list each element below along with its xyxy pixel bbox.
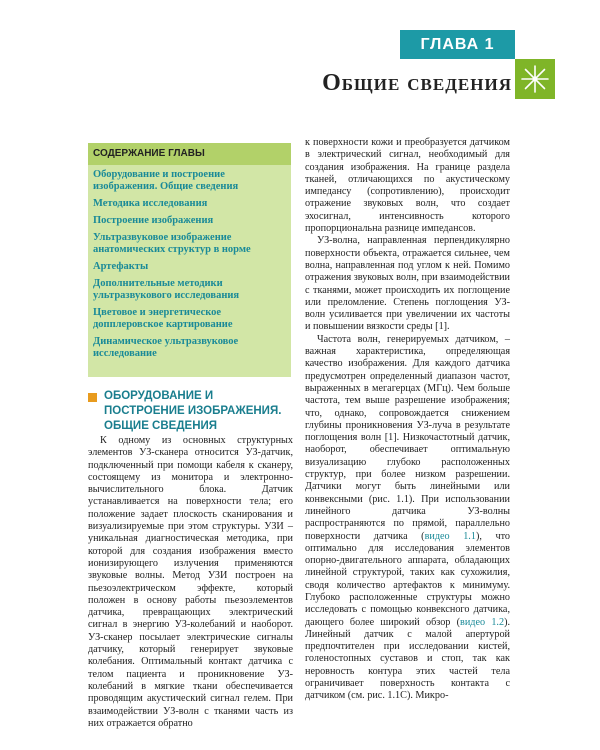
video-link[interactable]: видео 1.1 [424, 530, 476, 542]
body-paragraph: К одному из основных структурных элементов УЗ-сканера относится УЗ-датчик, подключенный при помощи кабеля к сканеру, состоящему из монитора и электронно-вычислительного блока. Датчик устанавливается на поверхности тела; его положение задает плоскость сканирования и визуализируемые при этом структуры. УЗИ – уникальная диагностическая методика, при которой для создания изображения вместо ионизирующего излучения применяются звуковые волны. Метод УЗИ построен на пьезоэлектрическом эффекте, который положен в основу работы пьезоэлементов датчика, превращающих электрический сигнал в энергию УЗ-колебаний и наоборот. УЗ-сканер посылает электрические сигналы датчику, который генерирует звуковые колебания. Оптимальный контакт датчика с телом пациента и проникновение УЗ-колебаний в мягкие ткани обеспечивается проводящим акустический сигнал гелем. При взаимодействии УЗ-волн с тканями часть из них отражается обратно [88, 435, 293, 729]
star-icon [515, 59, 555, 99]
contents-item[interactable]: Ультразвуковое изображение анатомических структур в норме [93, 232, 251, 255]
contents-item[interactable]: Оборудование и построение изображения. Общие сведения [93, 169, 239, 192]
contents-item[interactable]: Динамическое ультразвуковое исследование [93, 336, 239, 359]
text-segment: Частота волн, генерируемых датчиком, – важная характеристика, определяющая качество изображения. Для каждого датчика предусмотрен определенный диапазон частот, выраженных в мегагерцах (МГц). Чем больше частота, тем выше разрешение изображения; что, однако, сопровождается снижением глубины проникновения УЗ-луча в результате поглощения волн [1]. Низкочастотный датчик, наоборот, обеспечивает оптимальную визуализацию глубоко расположенных структур, при более низком разрешении. Датчики могут быть линейными или конвексными (рис. 1.1). При использовании линейного датчика УЗ-волны распространяются по прямой, параллельно поверхности датчика ( [305, 333, 510, 542]
section-heading-text: ОБОРУДОВАНИЕ И ПОСТРОЕНИЕ ИЗОБРАЖЕНИЯ. ОБЩИЕ СВЕДЕНИЯ [104, 390, 282, 432]
body-paragraph: УЗ-волна, направленная перпендикулярно поверхности объекта, отражается сильнее, чем волна, направленная под углом к ней. Помимо отражения звуковых волн, при взаимодействии с тканями, может происходить их поглощение или преломление. Степень поглощения УЗ-волн усиливается при увеличении их частоты и повышении вязкости среды [1]. [305, 235, 510, 333]
contents-item[interactable]: Артефакты [93, 261, 149, 272]
section-heading [88, 389, 293, 434]
section-marker-icon [88, 393, 97, 402]
chapter-contents-box [88, 143, 291, 377]
body-paragraph [305, 334, 510, 703]
text-segment: ). Линейный датчик с малой апертурой предпочтителен при исследовании кистей, голеностопных суставов и стоп, так как неровность контура этих частей тела ограничивает поверхность контакта с датчиком (см. рис. 1.1C). Микро- [305, 616, 511, 702]
contents-item[interactable]: Дополнительные методики ультразвукового исследования [93, 278, 240, 301]
contents-heading: СОДЕРЖАНИЕ ГЛАВЫ [88, 143, 291, 165]
right-column [305, 137, 510, 703]
body-paragraph: к поверхности кожи и преобразуется датчиком в электрический сигнал, необходимый для создания изображения. На границе раздела тканей, отличающихся по акустическому импедансу (сопротивлению), происходит отражение звуковых волн, что создает эхосигнал, интенсивность которого пропорциональна разнице импедансов. [305, 137, 510, 235]
video-link[interactable]: видео 1.2 [460, 616, 505, 628]
chapter-label: ГЛАВА 1 [400, 30, 515, 59]
chapter-title: Общие сведения [322, 70, 512, 96]
contents-item[interactable]: Цветовое и энергетическое допплеровское картирование [93, 307, 233, 330]
text-segment: ), что оптимально для исследования элементов опорно-двигательного аппарата, обладающих линейной структурой, таких как сухожилия, сводя количество артефактов к минимуму. Глубоко расположенные структуры можно исследовать с помощью конвексного датчика, дающего более широкий обзор ( [305, 530, 510, 628]
left-column [88, 435, 293, 730]
contents-item[interactable]: Методика исследования [93, 198, 208, 209]
contents-list [88, 165, 291, 360]
contents-item[interactable]: Построение изображения [93, 215, 214, 226]
